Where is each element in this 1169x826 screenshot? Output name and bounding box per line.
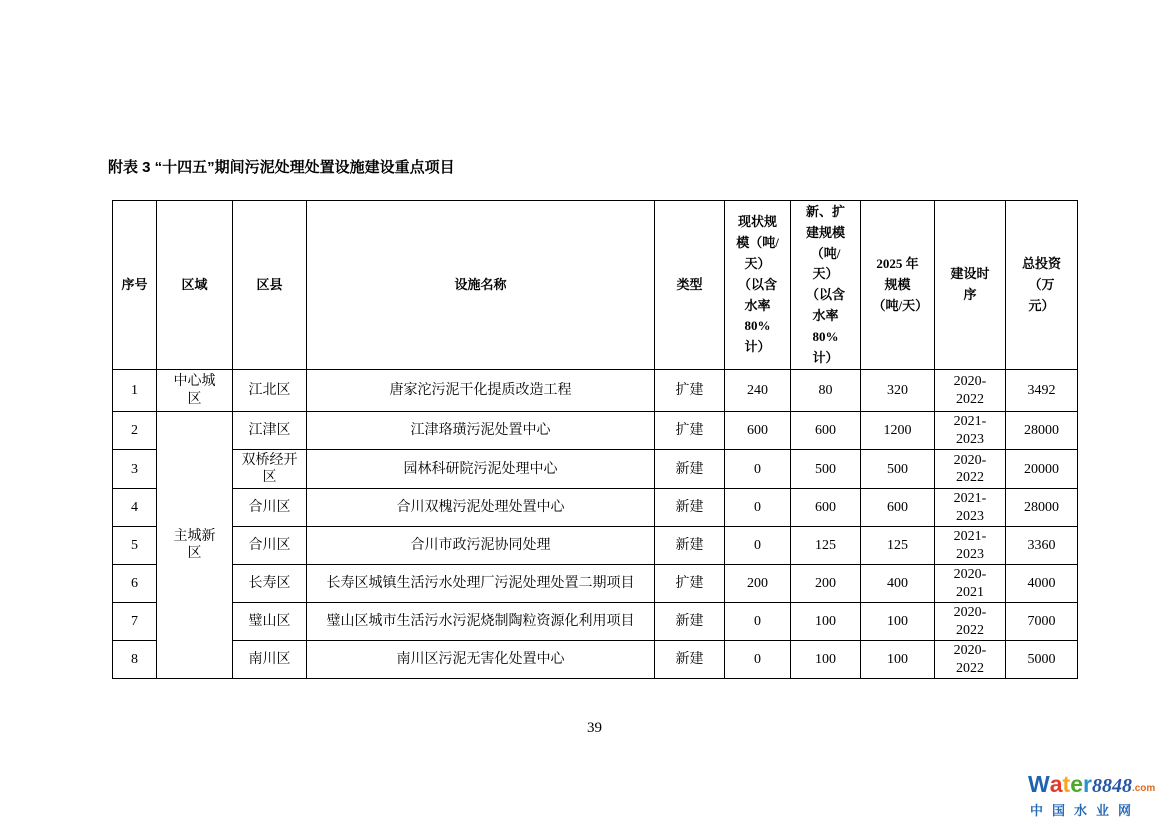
cell-2025-scale: 125 — [861, 527, 935, 565]
cell-period — [935, 489, 1006, 527]
cell-type: 新建 — [655, 450, 725, 489]
cell-facility-name: 合川市政污泥协同处理 — [307, 527, 655, 565]
col-header-new-scale-label: 新、扩建规模（吨/天）（以含水率 80%计） — [805, 204, 845, 365]
cell-new-scale: 500 — [791, 450, 861, 489]
col-header-investment-label: 总投资（万元） — [1021, 255, 1061, 313]
cell-district — [233, 565, 307, 603]
col-header-facility-name-label: 设施名称 — [454, 276, 507, 292]
cell-no: 7 — [113, 603, 157, 641]
cell-type: 扩建 — [655, 565, 725, 603]
cell-period — [935, 565, 1006, 603]
col-header-no — [113, 201, 157, 370]
table-row — [113, 565, 1078, 603]
table-row — [113, 527, 1078, 565]
col-header-type — [655, 201, 725, 370]
cell-period-text: 2020-2021 — [953, 567, 987, 600]
cell-new-scale: 200 — [791, 565, 861, 603]
cell-investment: 3360 — [1006, 527, 1078, 565]
cell-period-text: 2021-2023 — [953, 529, 987, 562]
cell-facility-name: 长寿区城镇生活污水处理厂污泥处理处置二期项目 — [307, 565, 655, 603]
logo-letter-e: e — [1070, 771, 1083, 797]
cell-district-text: 长寿区 — [248, 576, 291, 592]
col-header-current-scale — [725, 201, 791, 370]
cell-current-scale: 0 — [725, 603, 791, 641]
cell-facility-name: 合川双槐污泥处理处置中心 — [307, 489, 655, 527]
water8848-logo — [1028, 771, 1160, 819]
cell-period — [935, 603, 1006, 641]
cell-facility-name: 南川区污泥无害化处置中心 — [307, 641, 655, 679]
cell-investment: 3492 — [1006, 370, 1078, 412]
cell-2025-scale: 600 — [861, 489, 935, 527]
cell-no: 8 — [113, 641, 157, 679]
cell-new-scale: 600 — [791, 412, 861, 450]
cell-district — [233, 603, 307, 641]
cell-2025-scale: 500 — [861, 450, 935, 489]
cell-investment: 4000 — [1006, 565, 1078, 603]
cell-type: 新建 — [655, 527, 725, 565]
cell-type: 扩建 — [655, 370, 725, 412]
cell-current-scale: 200 — [725, 565, 791, 603]
cell-investment: 28000 — [1006, 489, 1078, 527]
page-number: 39 — [587, 720, 602, 736]
col-header-current-scale-label: 现状规模（吨/天）（以含水率 80%计） — [736, 214, 779, 355]
cell-region — [157, 370, 233, 412]
cell-facility-name: 江津珞璜污泥处置中心 — [307, 412, 655, 450]
cell-district-text: 南川区 — [248, 652, 291, 668]
cell-new-scale: 80 — [791, 370, 861, 412]
cell-period — [935, 641, 1006, 679]
col-header-period — [935, 201, 1006, 370]
water8848-wordmark — [1028, 771, 1160, 798]
cell-investment: 20000 — [1006, 450, 1078, 489]
cell-period — [935, 370, 1006, 412]
cell-2025-scale: 400 — [861, 565, 935, 603]
cell-district-text: 江北区 — [248, 383, 291, 399]
cell-2025-scale: 100 — [861, 641, 935, 679]
cell-district — [233, 450, 307, 489]
table-header-row — [113, 201, 1078, 370]
cell-district — [233, 527, 307, 565]
cell-investment: 5000 — [1006, 641, 1078, 679]
col-header-no-label: 序号 — [121, 276, 148, 292]
logo-letter-w: W — [1028, 771, 1050, 797]
cell-current-scale: 0 — [725, 450, 791, 489]
table-caption: 附表 3 “十四五”期间污泥处理处置设施建设重点项目 — [108, 159, 455, 176]
cell-no: 5 — [113, 527, 157, 565]
cell-district-text: 璧山区 — [248, 614, 291, 630]
cell-current-scale: 600 — [725, 412, 791, 450]
cell-region — [157, 412, 233, 679]
logo-tld-com: .com — [1131, 783, 1156, 794]
cell-facility-name: 园林科研院污泥处理中心 — [307, 450, 655, 489]
cell-current-scale: 0 — [725, 489, 791, 527]
cell-district — [233, 370, 307, 412]
cell-investment: 28000 — [1006, 412, 1078, 450]
cell-district-text: 江津区 — [248, 423, 291, 439]
cell-type: 新建 — [655, 603, 725, 641]
logo-letter-t: t — [1062, 771, 1071, 797]
logo-number-8848: 8848 — [1091, 775, 1132, 797]
table-row — [113, 603, 1078, 641]
cell-district — [233, 641, 307, 679]
cell-2025-scale: 100 — [861, 603, 935, 641]
col-header-region-label: 区域 — [181, 276, 208, 292]
col-header-2025-scale — [861, 201, 935, 370]
cell-type: 扩建 — [655, 412, 725, 450]
cell-2025-scale: 1200 — [861, 412, 935, 450]
cell-district — [233, 412, 307, 450]
cell-current-scale: 240 — [725, 370, 791, 412]
cell-no: 6 — [113, 565, 157, 603]
cell-no: 4 — [113, 489, 157, 527]
cell-period-text: 2020-2022 — [953, 374, 987, 407]
table-row — [113, 370, 1078, 412]
cell-region-text: 主城新区 — [173, 528, 216, 562]
col-header-2025-scale-label: 2025 年规模（吨/天） — [872, 255, 929, 313]
projects-table — [112, 200, 1078, 679]
cell-period — [935, 450, 1006, 489]
cell-period — [935, 412, 1006, 450]
col-header-investment — [1006, 201, 1078, 370]
cell-facility-name: 唐家沱污泥干化提质改造工程 — [307, 370, 655, 412]
cell-period-text: 2021-2023 — [953, 491, 987, 524]
cell-no: 2 — [113, 412, 157, 450]
cell-2025-scale: 320 — [861, 370, 935, 412]
cell-current-scale: 0 — [725, 641, 791, 679]
table-row — [113, 412, 1078, 450]
cell-no: 3 — [113, 450, 157, 489]
col-header-period-label: 建设时序 — [950, 266, 990, 303]
cell-district-text: 双桥经开区 — [241, 452, 298, 486]
cell-period-text: 2020-2022 — [953, 643, 987, 676]
cell-period-text: 2021-2023 — [953, 414, 987, 447]
cell-district-text: 合川区 — [248, 538, 291, 554]
col-header-district — [233, 201, 307, 370]
cell-period — [935, 527, 1006, 565]
cell-new-scale: 100 — [791, 603, 861, 641]
col-header-region — [157, 201, 233, 370]
cell-new-scale: 600 — [791, 489, 861, 527]
cell-new-scale: 125 — [791, 527, 861, 565]
cell-current-scale: 0 — [725, 527, 791, 565]
cell-district — [233, 489, 307, 527]
logo-letter-r: r — [1082, 771, 1092, 797]
col-header-district-label: 区县 — [256, 276, 283, 292]
table-row — [113, 450, 1078, 489]
table-row — [113, 641, 1078, 679]
cell-district-text: 合川区 — [248, 500, 291, 516]
col-header-type-label: 类型 — [676, 276, 703, 292]
cell-facility-name: 璧山区城市生活污水污泥烧制陶粒资源化利用项目 — [307, 603, 655, 641]
cell-type: 新建 — [655, 489, 725, 527]
cell-period-text: 2020-2022 — [953, 605, 987, 638]
cell-period-text: 2020-2022 — [953, 452, 987, 486]
logo-letter-a: a — [1049, 771, 1063, 797]
col-header-new-scale — [791, 201, 861, 370]
cell-investment: 7000 — [1006, 603, 1078, 641]
table-row — [113, 489, 1078, 527]
cell-new-scale: 100 — [791, 641, 861, 679]
cell-no: 1 — [113, 370, 157, 412]
col-header-facility-name — [307, 201, 655, 370]
cell-type: 新建 — [655, 641, 725, 679]
cell-region-text: 中心城区 — [173, 374, 216, 407]
logo-subtitle: 中国水业网 — [1030, 803, 1141, 818]
